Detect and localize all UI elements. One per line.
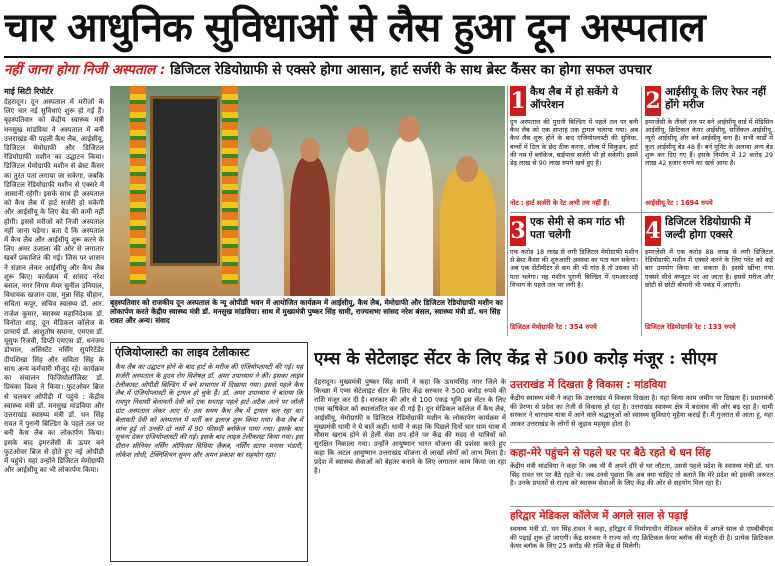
info-item-icu bbox=[645, 86, 773, 206]
page-headline: चार आधुनिक सुविधाओं से लैस हुआ दून अस्पताल bbox=[4, 4, 705, 51]
person-figure bbox=[240, 146, 284, 296]
person-head bbox=[398, 116, 420, 142]
person-figure bbox=[440, 166, 496, 296]
event-photo bbox=[110, 86, 505, 296]
person-figure bbox=[385, 136, 433, 296]
section-title: हरिद्वार मेडिकल कॉलेज में अगले साल से पढ़ाई bbox=[510, 510, 688, 522]
divider bbox=[641, 86, 642, 336]
divider bbox=[510, 506, 773, 507]
item-number: 1 bbox=[510, 88, 526, 114]
aiims-headline: एम्स के सेटेलाइट सेंटर के लिए केंद्र से 500 करोड़ मंजूर : सीएम bbox=[314, 349, 717, 369]
item-note: नोट : हार्ट सर्जरी के रेट अभी तय नहीं हैं। bbox=[510, 199, 610, 207]
item-note: आईसीयू रेट : 1694 रुपये bbox=[645, 199, 713, 207]
section-title: उत्तराखंड में दिखता है विकास : मांडविया bbox=[510, 379, 667, 391]
divider bbox=[510, 442, 773, 443]
garland-decoration bbox=[130, 86, 146, 286]
lead-story-text: देहरादून। दून अस्पताल में मरीजों के लिए चार नई सुविधाएं शुरू हो गई हैं। बृहस्पतिवार को केंद्रीय स्वास्थ्य मंत्री मनसुख मांडविया ने अस्पताल में बनी उत्तराखंड की पहली कैथ लैब, आईसीयू, डिजिटल मेमोग्राफी और डिजिटल रेडियोग्राफी मशीन का उद्घाटन किया। डिजिटल मेमोग्राफी मशीन से ब्रेस्ट कैंसर का तुरंत पता लगाया जा सकेगा, जबकि डिजिटल रेडियोग्राफी मशीन से एक्सरे में आसानी रहेगी। इसके साथ ही अस्पताल को कैथ लैब में हार्ट सर्जरी हो सकेगी और आईसीयू के लिए बेड की कमी नहीं होगी। इससे मरीजों को निजी अस्पताल नहीं जाना पड़ेगा। बता दें कि अस्पताल में कैथ लैब और आईसीयू शुरू करने के लिए अमर उजाला की ओर से लगातार खबरें प्रकाशित की गई। जिस पर शासन ने संज्ञान लेकर आईसीयू और कैथ लैब शुरू किए। कार्यक्रम में सांसद नरेश बंसल, नगर निगम मेयर सुनील उनियाल, विधायक खजान दास, मुन्ना सिंह चौहान, सविता कपूर, सचिव स्वास्थ्य डॉ. आर. राजेश कुमार, स्वास्थ्य महानिदेशक डॉ. विनोता शाह, दून मेडिकल कॉलेज के प्राचार्य डॉ. आशुतोष सयाना, एमएस डॉ. यूसुफ रिजवी, डिप्टी एमएस डॉ. धनंजय डोभाल, असिस्टेंट नर्सिंग सुपरिटेंडेंट दीपशिखा सिंह और सविता सिंह के साथ अन्य कर्मचारी मौजूद रहे। कार्यक्रम का संचालन फिजियोलॉजिस्ट डॉ. प्रियंका विश्व ने किया। फुटओवर ब्रिज से चलकर ओपीडी में पहुंचे : केंद्रीय स्वास्थ्य मंत्री डॉ. मनसुख मांडविया और उत्तराखंड स्वास्थ्य मंत्री डॉ. धन सिंह रावत ने पुरानी बिल्डिंग के पहले तल पर बनी कैथ लैब का लोकार्पण किया। इसके बाद इमरजेंसी के ऊपर बने फुटओवर ब्रिज से होते हुए नई ओपीडी में पहुंचे। यहां उन्होंने डिजिटल मेमोग्राफी और आईसीयू का भी लोकार्पण किया। bbox=[4, 98, 104, 475]
info-item-cath-lab bbox=[510, 86, 638, 206]
item-text: एक करोड़ 18 लाख से लगी डिजिटल मेमोग्राफी मशीन से ब्रेस्ट कैंसर की शुरुआती अवस्था का पता चल सकेगा। अब एक सेंटीमीटर से कम की भी गांठ है तो उसका भी पता चलेगा। यह मशीन पुरानी बिल्डिंग में एमआरआई विभाग के पहले तल पर लगी है। bbox=[510, 248, 638, 289]
subhead-text: डिजिटल रेडियोग्राफी से एक्सरे होगा आसान, हार्ट सर्जरी के साथ ब्रेस्ट कैंसर का होगा सफल उपचार bbox=[170, 62, 652, 78]
item-title: कैथ लैब में हो सकेंगे ये ऑपरेशन bbox=[530, 86, 618, 111]
byline: माई सिटी रिपोर्टर bbox=[4, 87, 54, 96]
aiims-story-text: देहरादून। मुख्यमंत्री पुष्कर सिंह धामी ने कहा कि ऊधमसिंह नगर जिले के किच्छा में एम्स सेटेलाइट सेंटर के लिए केंद्र सरकार ने 500 करोड़ रुपये की राशि मंजूर कर दी है। सरकार की ओर से 100 एकड़ भूमि इस सेंटर के लिए एम्स ऋषिकेश को स्थानांतरित कर दी गई है। दून मेडिकल कॉलेज में कैथ लैब, आईसीयू, मेमोग्राफी व डिजिटल रेडियोग्राफी मशीन के लोकार्पण कार्यक्रम में मुख्यमंत्री धामी ने ये बातें कहीं। धामी ने कहा कि पिछले दिनों चार धाम यात्रा में मौसम खराब होने से हेली सेवा ठप होने पर केंद्र की मदद से यात्रियों को सुरक्षित निकाला गया। उन्होंने आयुष्मान भारत योजना की प्रशंसा करते हुए कहा कि अटल आयुष्मान उत्तराखंड योजना से लाखों लोगों को लाभ मिला है। प्रदेश में स्वास्थ्य सेवाओं को बेहतर बनाने के लिए लगातार काम किया जा रहा है। bbox=[314, 378, 506, 476]
item-number: 3 bbox=[510, 218, 526, 244]
info-item-radiography bbox=[645, 216, 773, 334]
person-head bbox=[456, 156, 478, 182]
box-title: एंजियोप्लास्टी का लाइव टेलीकास्ट bbox=[115, 346, 250, 359]
garland-decoration bbox=[222, 86, 238, 286]
person-figure bbox=[290, 156, 330, 296]
divider bbox=[507, 86, 508, 336]
angioplasty-box bbox=[110, 342, 308, 562]
item-text: इमरजेंसी में एक करोड़ 88 लाख से लगी डिजिटल रेडियोग्राफी मशीन में एक्सरे करने के लिए प्लेट को कई बार उपयोग किया जा सकता है। इससे खींचा गया एक्सरे सीधे कंप्यूटर पर आ जाता है। इससे मरीज और छोटी से छोटी बीमारी भी पकड़ में आएगी। bbox=[645, 248, 773, 289]
section-text: स्वास्थ्य मंत्री डॉ. धन सिंह रावत ने कहा, हरिद्वार में निर्माणाधीन मेडिकल कॉलेज में अगले साल से एमबीबीएस की पढ़ाई शुरू हो जाएगी। केंद्र सरकार ने राज्य को नए क्रिटिकल केयर ब्लॉक की मंजूरी दी है। प्रत्येक क्रिटिकल केयर ब्लॉक के लिए 25 करोड़ की राशि केंद्र से मिलेगी। bbox=[510, 525, 773, 551]
item-note: डिजिटल रेडियोग्राफी रेट : 133 रुपये bbox=[645, 323, 736, 331]
section-text: केंद्रीय स्वास्थ्य मंत्री ने कहा कि उत्तराखंड में विकास दिखता है। यहां किया काम जमीन पर दिखता है। प्रधानमंत्री की प्रेरणा से प्रदेश का तेजी से विकास हो रहा है। उत्तराखंड स्वास्थ्य क्षेत्र में बदलाव की ओर बढ़ रहा है। धामी सरकार ने चारधाम यात्रा में आने वाले श्रद्धालुओं को स्वास्थ्य सुविधाएं मुहैया कराई हैं। मैं गुजरात से आता हूं, यहां आकर उत्तराखंड के लोगों से जुड़ाव महसूस होता है। bbox=[510, 394, 773, 428]
inauguration-plaque bbox=[150, 96, 220, 266]
section-title: कहा-मेरे पहुंचने से पहले घर पर बैठे रहते थे धन सिंह bbox=[510, 447, 711, 459]
info-item-mammography bbox=[510, 216, 638, 334]
item-number: 4 bbox=[645, 218, 661, 244]
item-title: एक सेमी से कम गांठ भी पता चलेगी bbox=[530, 216, 625, 241]
item-text: दून अस्पताल की पुरानी बिल्डिंग में पहले तल पर बनी कैथ लैब को एक सप्ताह तक ट्रायल चलाया गया। अब कैथ लैब शुरू होने के बाद एंजियोप्लास्टी की सुविधा, बच्चों में दिल के छेद ठीक करना, वॉल्व में सिकुड़न, हार्ट की नस में ब्लॉकेज, बाईपास सर्जरी भी हो सकेगी। इसमें डेढ़ लाख से 90 लाख रुपये खर्च हुए हैं। bbox=[510, 118, 638, 168]
item-number: 2 bbox=[645, 88, 661, 114]
item-title: डिजिटल रेडियोग्राफी में जल्दी होगा एक्सरे bbox=[665, 216, 751, 241]
section-text: केंद्रीय मंत्री मांडविया ने कहा कि जब भी मैं अपने दौरे से घर लौटता, उससे पहले प्रदेश के स्वास्थ्य मंत्री डॉ. धन सिंह रावत घर पर बैठे रहते थे। जब उनसे पूछता कि अब क्या चाहिए तो बताते कि मेरे प्रदेश को इसकी जरूरत है। उनके प्रयासों से राज्य को स्वास्थ्य सेवाओं के लिए केंद्र की ओर से सहयोग मिल रहा है। bbox=[510, 462, 773, 488]
subheadline bbox=[4, 58, 771, 82]
person-head bbox=[347, 126, 369, 152]
person-head bbox=[300, 138, 320, 162]
item-title: आईसीयू के लिए रेफर नहीं होंगे मरीज bbox=[665, 86, 766, 111]
photo-caption: बृहस्पतिवार को राजकीय दून अस्पताल के न्यू ओपीडी भवन में आयोजित कार्यक्रम में आईसीयू, कैथ लैब, मेमोग्राफी और डिजिटल रेडियोग्राफी मशीन का लोकार्पण करते केंद्रीय स्वास्थ्य मंत्री डॉ. मनसुख मांडविया। साथ में मुख्यमंत्री पुष्कर सिंह धामी, राज्यसभा सांसद नरेश बंसल, स्वास्थ्य मंत्री डॉ. धन सिंह रावत और अन्य। संवाद bbox=[110, 298, 503, 325]
item-note: डिजिटल मेमोग्राफी रेट : 354 रुपये bbox=[510, 323, 597, 331]
divider bbox=[510, 212, 773, 213]
item-text: इमरजेंसी के तीसरे तल पर बने आईसीयू वार्ड में मेडिसिन आईसीयू, क्रिटिकल केयर आईसीयू, सर्जिकल आईसीयू, न्यूरो आईसीयू और बर्न आईसीयू बना है। सभी वार्डों में कुल आईसीयू बेड 48 हैं। बर्न यूनिट के अलावा अन्य बेड शुरू कर दिए गए हैं। इसके निर्माण में 12 करोड़ 29 लाख 42 हजार रुपये का खर्च आया है। bbox=[645, 118, 773, 168]
person-head bbox=[250, 126, 272, 152]
subhead-kicker: नहीं जाना होगा निजी अस्पताल : bbox=[4, 62, 166, 78]
person-figure bbox=[335, 146, 381, 296]
box-text: कैथ लैब का उद्घाटन होने के बाद हार्ट के मरीज की एंजियोप्लास्टी की गई। यह सर्जरी अस्पताल के हृदय रोग विशेषज्ञ डॉ. अमर उपाध्याय ने की। इसका लाइव टेलीकास्ट ओपीडी बिल्डिंग में बने सभागार में दिखाया गया। इससे पहले कैथ लैब में एंजियोप्लास्टी के ट्रायल हो चुके हैं। डॉ. अमर उपाध्याय ने बताया कि रायपुर निवासी बेलावती देवी को एक सप्ताह पहले हार्ट अटैक आने पर जॉली ग्रांट अस्पताल लेकर आए थे। उस समय कैथ लैब में ट्रायल चल रहा था। बेलावती देवी को अस्पताल में भर्ती कर इलाज शुरू किया गया। कैथ लैब में जांच हुई तो उनकी दो नसों में 90 फीसदी ब्लॉकेज पाया गया। इसके बाद सूचना देकर एंजियोप्लास्टी की गई। इसके बाद लाइव टेलीकास्ट किया गया। इस दौरान सीनियर नर्सिंग ऑफिसर विधिया जैकब, नर्सिंग स्टाफ मनास भंडारी, लोकेश लोधी, टेक्निशियन सुमन और अमन प्रकाश का सहयोग रहा। bbox=[115, 363, 303, 459]
